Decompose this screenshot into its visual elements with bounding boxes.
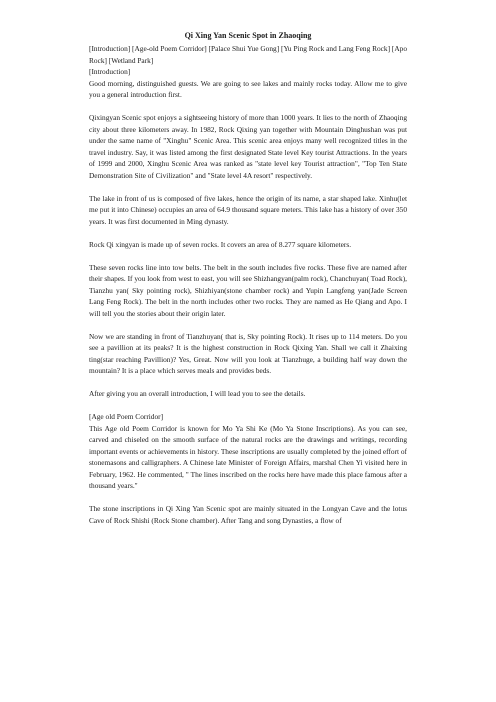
paragraph-gap — [89, 101, 407, 113]
paragraph-gap — [89, 319, 407, 331]
overview-paragraph: After giving you an overall introduction, I will lead you to see the details. — [89, 389, 306, 398]
tianzhu-paragraph: Now we are standing in front of Tianzhuyan( that is, Sky pointing Rock). It rises up to 114 meters. Do you see a pavillion at its peaks? It is the highest construction in Rock Qixing Yan. Shall we call it Zhaixing ting(star reaching Pavillion)? Yes, Great. Now will you look at Tianzhuge, a building half way down the mountain? It is a place which serves meals and provides beds. — [89, 331, 407, 375]
history-paragraph: Qixingyan Scenic spot enjoys a sightseeing history of more than 1000 years. It lies to the north of Zhaoqing city about three kilometers away. In 1982, Rock Qixing yan together with Mountain Dinghushan was put under the same name of "Xinghu" Scenic Area. This scenic area enjoys many well recognized titles in the travel industry. Say, it was listed among the first designated State level Key tourist Attractions. In the years of 1999 and 2000, Xinghu Scenic Area was ranked as "state level key Tourist attraction", "Top Ten State Demonstration Site of Civilization" and "State level 4A resort" respectively. — [89, 113, 407, 180]
inscriptions-paragraph: The stone inscriptions in Qi Xing Yan Scenic spot are mainly situated in the Longyan Cave and the lotus Cave of Rock Shishi (Rock Stone chamber). After Tang and song Dynasties, a flow of — [89, 504, 407, 525]
paragraph-gap — [89, 181, 407, 193]
rocks-paragraph: Rock Qi xingyan is made up of seven rocks. It covers an area of 8.277 square kilometers. — [89, 239, 352, 249]
table-of-contents: [Introduction] [Age-old Poem Corridor] [Palace Shui Yue Gong] [Yu Ping Rock and Lang Feng Rock] [Apo Rock] [Wetland Park] — [89, 44, 407, 65]
document-page — [89, 30, 407, 526]
paragraph-gap — [89, 400, 407, 412]
paragraph-gap — [89, 227, 407, 239]
document-title: Qi Xing Yan Scenic Spot in Zhaoqing — [184, 31, 312, 40]
paragraph-gap — [89, 377, 407, 389]
intro-heading: [Introduction] — [89, 67, 131, 76]
corridor-paragraph: This Age old Poem Corridor is known for Mo Ya Shi Ke (Mo Ya Stone Inscriptions). As you can see, carved and chiseled on the smooth surface of the natural rocks are the drawings and writings, recording important events or achievements in history. These inscriptions are usually completed by the joined effort of stonemasons and calligraphers. A Chinese late Minister of Foreign Affairs, marshal Chen Yi visited here in February, 1962. He commented, " The lines inscribed on the rocks here have made this place famous after a thousand years." — [89, 423, 407, 490]
belts-paragraph: These seven rocks line into tow belts. The belt in the south includes five rocks. These five are named after their shapes. If you look from west to east, you will see Shizhangyan(palm rock), Chanchuyan( Toad Rock), Tianzhu yan( Sky pointing rock), Shizhiyan(stone chamber rock) and Yupin Langfeng yan(Jade Screen Lang Feng Rock). The belt in the north includes other two rocks. They are named as He Qiang and Apo. I will tell you the stories about their origin later. — [89, 262, 407, 318]
paragraph-gap — [89, 492, 407, 504]
intro-greeting: Good morning, distinguished guests. We are going to see lakes and mainly rocks today. Allow me to give you a general introduction first. — [89, 78, 407, 99]
lake-paragraph: The lake in front of us is composed of five lakes, hence the origin of its name, a star shaped lake. Xinhu(let me put it into Chinese) occupies an area of 64.9 thousand square meters. This lake has a history of over 350 years. It was first documented in Ming dynasty. — [89, 193, 407, 226]
paragraph-gap — [89, 250, 407, 262]
corridor-heading: [Age old Poem Corridor] — [89, 412, 164, 421]
